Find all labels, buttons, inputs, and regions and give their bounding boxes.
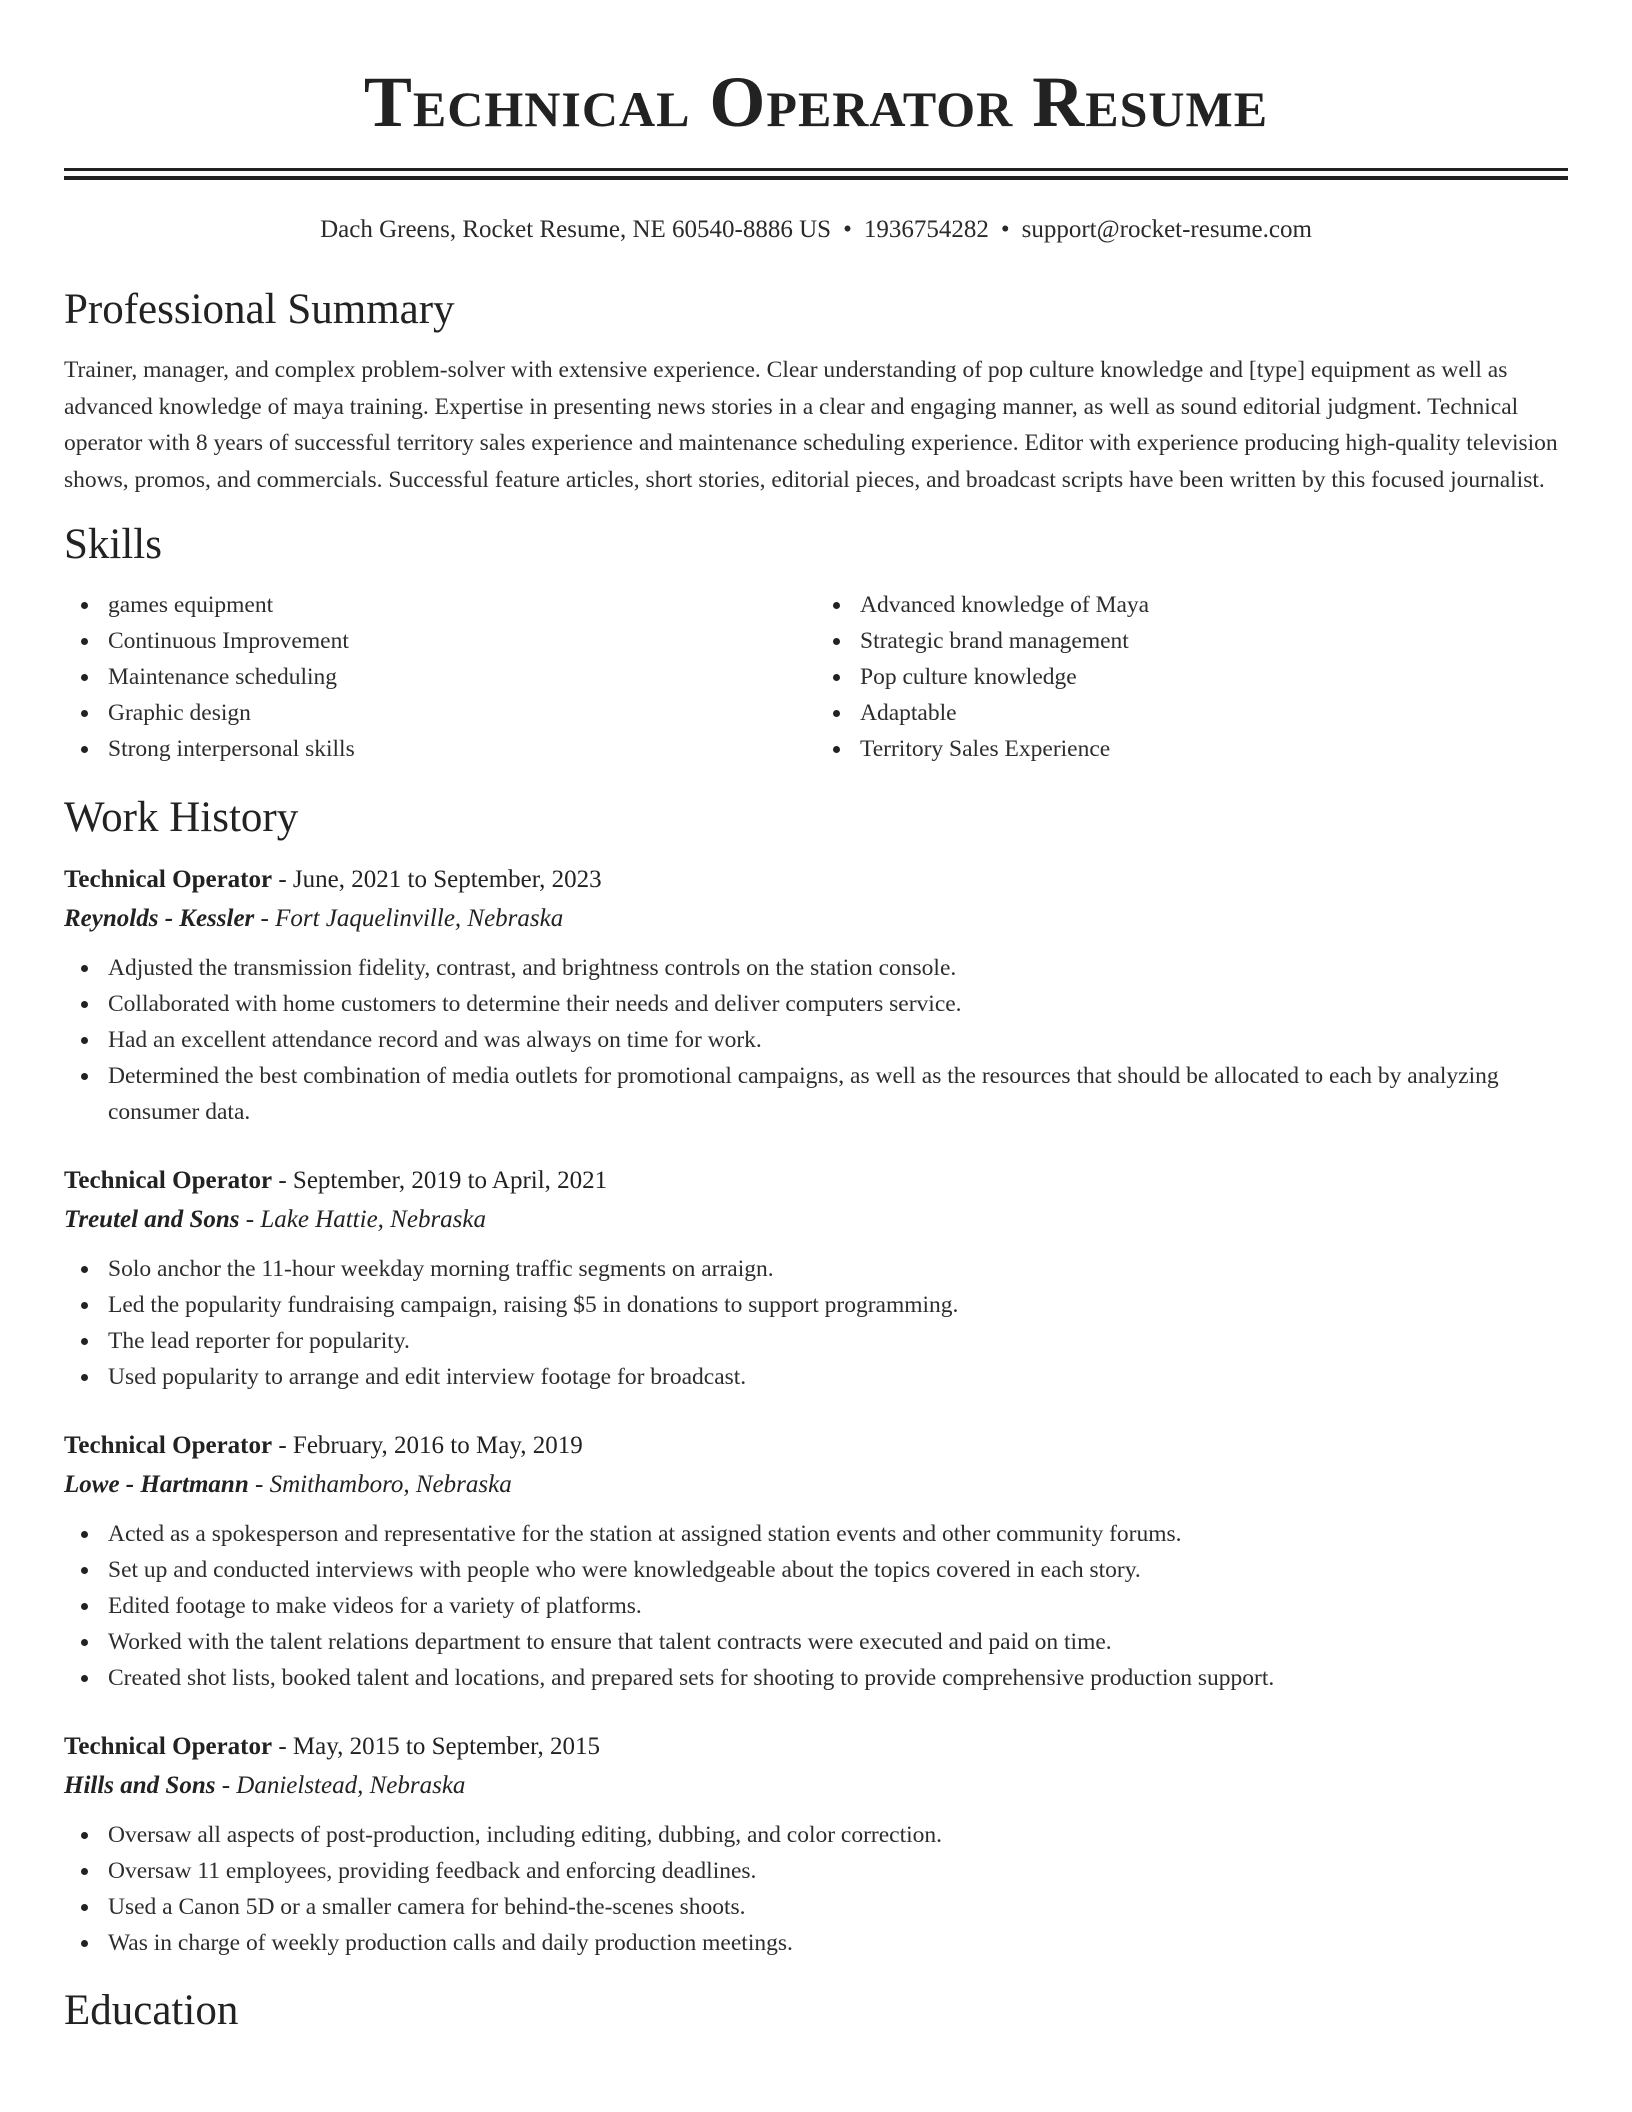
job-role: Technical Operator <box>64 1733 273 1760</box>
duty-item: The lead reporter for popularity. <box>64 1323 1568 1359</box>
contact-line <box>64 180 1568 288</box>
job-entry <box>64 1427 1568 1696</box>
job-location: - Lake Hattie, Nebraska <box>239 1206 486 1233</box>
duty-item: Led the popularity fundraising campaign, raising $5 in donations to support programming. <box>64 1287 1568 1323</box>
job-duties <box>64 1516 1568 1696</box>
job-company: Lowe - Hartmann <box>64 1471 249 1498</box>
skill-item: Strong interpersonal skills <box>64 731 816 767</box>
skill-item: Advanced knowledge of Maya <box>816 587 1568 623</box>
duty-item: Oversaw 11 employees, providing feedback and enforcing deadlines. <box>64 1853 1568 1889</box>
duty-item: Oversaw all aspects of post-production, including editing, dubbing, and color correction. <box>64 1817 1568 1853</box>
job-dates: - May, 2015 to September, 2015 <box>272 1733 600 1760</box>
duty-item: Was in charge of weekly production calls and daily production meetings. <box>64 1925 1568 1961</box>
duty-item: Collaborated with home customers to determine their needs and deliver computers service. <box>64 986 1568 1022</box>
job-header <box>64 861 1568 899</box>
education-heading: Education <box>64 1987 239 2034</box>
duty-item: Worked with the talent relations department to ensure that talent contracts were executed and paid on time. <box>64 1624 1568 1660</box>
job-location: - Danielstead, Nebraska <box>215 1772 466 1799</box>
skill-item: games equipment <box>64 587 816 623</box>
duty-item: Adjusted the transmission fidelity, contrast, and brightness controls on the station console. <box>64 950 1568 986</box>
job-company: Reynolds - Kessler <box>64 905 255 932</box>
job-dates: - February, 2016 to May, 2019 <box>272 1432 583 1459</box>
skill-item: Graphic design <box>64 695 816 731</box>
duty-item: Set up and conducted interviews with people who were knowledgeable about the topics covered in each story. <box>64 1552 1568 1588</box>
summary-section <box>64 288 1568 498</box>
duty-item: Edited footage to make videos for a variety of platforms. <box>64 1588 1568 1624</box>
duty-item: Used a Canon 5D or a smaller camera for behind-the-scenes shoots. <box>64 1889 1568 1925</box>
summary-text: Trainer, manager, and complex problem-solver with extensive experience. Clear understanding of pop culture knowledge and [type] equipment as well as advanced knowledge of maya training. Expertise in presenting news stories in a clear and engaging manner, as well as sound editorial judgment. Technical operator with 8 years of successful territory sales experience and maintenance scheduling experience. Editor with experience producing high-quality television shows, promos, and commercials. Successful feature articles, short stories, editorial pieces, and broadcast scripts have been written by this focused journalist. <box>64 357 1558 493</box>
duty-item: Determined the best combination of media outlets for promotional campaigns, as well as the resources that should be allocated to each by analyzing consumer data. <box>64 1058 1568 1130</box>
duty-item: Solo anchor the 11-hour weekday morning traffic segments on arraign. <box>64 1251 1568 1287</box>
resume-title: Technical Operator Resume <box>363 62 1269 142</box>
contact-email: support@rocket-resume.com <box>1021 216 1312 243</box>
skills-list-left <box>64 587 816 767</box>
duty-item: Created shot lists, booked talent and locations, and prepared sets for shooting to provide comprehensive production support. <box>64 1660 1568 1696</box>
skills-list-right <box>816 587 1568 767</box>
job-employer <box>64 1465 1568 1505</box>
job-dates: - June, 2021 to September, 2023 <box>272 866 602 893</box>
duty-item: Had an excellent attendance record and was always on time for work. <box>64 1022 1568 1058</box>
job-entry <box>64 1728 1568 1961</box>
contact-separator: • <box>843 216 852 243</box>
skills-section <box>64 523 1568 767</box>
education-section <box>64 1989 1568 2032</box>
job-header <box>64 1427 1568 1465</box>
job-duties <box>64 1817 1568 1961</box>
skill-item: Pop culture knowledge <box>816 659 1568 695</box>
job-dates: - September, 2019 to April, 2021 <box>272 1167 608 1194</box>
contact-phone: 1936754282 <box>863 216 989 243</box>
skill-item: Maintenance scheduling <box>64 659 816 695</box>
job-role: Technical Operator <box>64 866 273 893</box>
duty-item: Acted as a spokesperson and representative for the station at assigned station events and other community forums. <box>64 1516 1568 1552</box>
job-company: Hills and Sons <box>64 1772 216 1799</box>
job-employer <box>64 1766 1568 1806</box>
job-employer <box>64 1200 1568 1240</box>
job-location: - Smithamboro, Nebraska <box>248 1471 512 1498</box>
skills-grid <box>64 587 1568 767</box>
summary-heading: Professional Summary <box>64 286 455 333</box>
title-divider <box>64 168 1568 180</box>
job-entry <box>64 1162 1568 1395</box>
job-duties <box>64 950 1568 1130</box>
job-employer <box>64 899 1568 939</box>
job-role: Technical Operator <box>64 1167 273 1194</box>
skill-item: Adaptable <box>816 695 1568 731</box>
work-history-heading: Work History <box>64 794 299 841</box>
skill-item: Continuous Improvement <box>64 623 816 659</box>
job-header <box>64 1162 1568 1200</box>
job-company: Treutel and Sons <box>64 1206 240 1233</box>
skill-item: Territory Sales Experience <box>816 731 1568 767</box>
skills-heading: Skills <box>64 521 162 568</box>
skill-item: Strategic brand management <box>816 623 1568 659</box>
job-role: Technical Operator <box>64 1432 273 1459</box>
contact-separator: • <box>1000 216 1010 243</box>
duty-item: Used popularity to arrange and edit interview footage for broadcast. <box>64 1359 1568 1395</box>
job-header <box>64 1728 1568 1766</box>
job-location: - Fort Jaquelinville, Nebraska <box>254 905 564 932</box>
job-entry <box>64 861 1568 1130</box>
contact-address: Dach Greens, Rocket Resume, NE 60540-8886 US <box>320 216 832 243</box>
work-history-section <box>64 796 1568 1961</box>
job-duties <box>64 1251 1568 1395</box>
